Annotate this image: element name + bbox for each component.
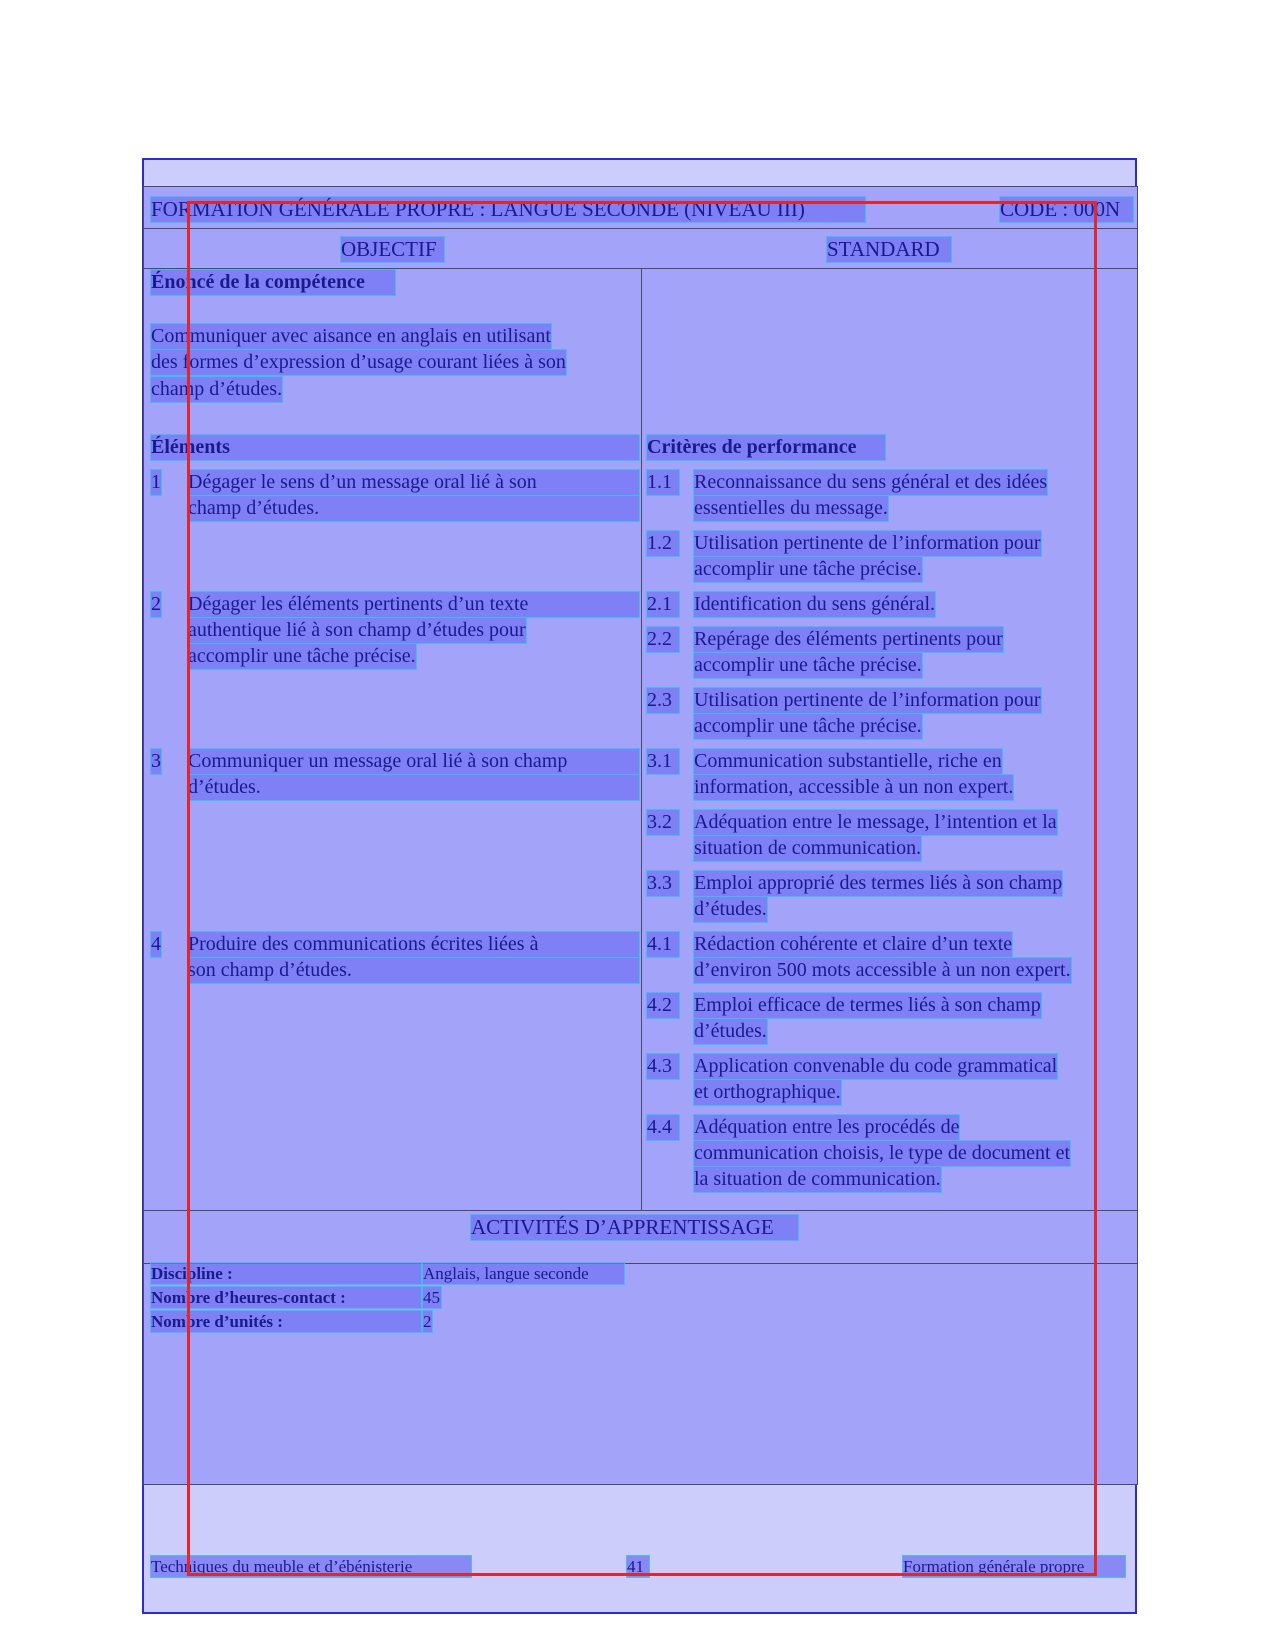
element-number: 1	[151, 471, 161, 493]
criterion-number: 3.1	[647, 749, 679, 774]
element-line: Dégager le sens d’un message oral lié à son	[188, 470, 639, 495]
criterion-number: 4.2	[647, 993, 679, 1018]
criterion-number: 4.4	[647, 1115, 679, 1140]
element-line: Dégager les éléments pertinents d’un texte	[188, 592, 639, 617]
form-code: CODE : 000N	[1000, 197, 1133, 222]
criterion-line: la situation de communication.	[694, 1168, 941, 1190]
criterion-line: Emploi efficace de termes liés à son champ	[694, 994, 1041, 1016]
element-line: Communiquer un message oral lié à son champ	[188, 749, 639, 774]
criterion-number: 2.1	[647, 592, 679, 617]
criterion-line: Rédaction cohérente et claire d’un texte	[694, 933, 1013, 955]
activity-label: Discipline :	[151, 1263, 421, 1284]
criterion-line: accomplir une tâche précise.	[694, 715, 922, 737]
footer-right: Formation générale propre	[903, 1556, 1125, 1577]
criterion-number: 3.2	[647, 810, 679, 835]
criterion-line: et orthographique.	[694, 1081, 841, 1103]
activity-label: Nombre d’heures-contact :	[151, 1287, 421, 1308]
criterion-number: 4.1	[647, 932, 679, 957]
activity-value: Anglais, langue seconde	[423, 1263, 624, 1284]
element-line: accomplir une tâche précise.	[188, 645, 416, 667]
activity-value: 45	[423, 1288, 440, 1307]
criterion-line: Identification du sens général.	[694, 593, 936, 615]
criterion-line: Utilisation pertinente de l’information pour	[694, 689, 1041, 711]
criterion-number: 2.2	[647, 627, 679, 652]
activity-value: 2	[423, 1312, 432, 1331]
element-line: d’études.	[188, 775, 639, 800]
element-number: 3	[151, 750, 161, 772]
criterion-line: Application convenable du code grammatical	[694, 1055, 1058, 1077]
criterion-line: communication choisis, le type de document et	[694, 1142, 1071, 1164]
criterion-number: 2.3	[647, 688, 679, 713]
criterion-number: 1.2	[647, 531, 679, 556]
element-number: 4	[151, 933, 161, 955]
criterion-line: accomplir une tâche précise.	[694, 654, 922, 676]
competence-heading: Énoncé de la compétence	[151, 270, 395, 295]
criterion-line: d’études.	[694, 1020, 767, 1042]
standard-header: STANDARD	[827, 237, 951, 262]
criteria-heading: Critères de performance	[647, 435, 885, 460]
page-number: 41	[627, 1556, 649, 1577]
criterion-line: d’environ 500 mots accessible à un non expert.	[694, 959, 1071, 981]
objective-header: OBJECTIF	[341, 237, 444, 262]
content-region-outline	[187, 201, 1097, 1576]
criterion-line: Reconnaissance du sens général et des idées	[694, 471, 1048, 493]
criterion-line: Emploi approprié des termes liés à son champ	[694, 872, 1063, 894]
criterion-line: situation de communication.	[694, 837, 922, 859]
criterion-number: 3.3	[647, 871, 679, 896]
competence-line: champ d’études.	[151, 378, 283, 400]
activity-label: Nombre d’unités :	[151, 1311, 421, 1332]
competence-line: Communiquer avec aisance en anglais en utilisant	[151, 325, 551, 347]
criterion-line: Communication substantielle, riche en	[694, 750, 1002, 772]
criterion-number: 1.1	[647, 470, 679, 495]
element-number: 2	[151, 593, 161, 615]
criterion-line: essentielles du message.	[694, 497, 888, 519]
element-line: authentique lié à son champ d’études pour	[188, 619, 526, 641]
criterion-line: accomplir une tâche précise.	[694, 558, 922, 580]
criterion-line: Adéquation entre les procédés de	[694, 1116, 960, 1138]
criterion-line: d’études.	[694, 898, 767, 920]
element-line: son champ d’études.	[188, 958, 639, 983]
competence-line: des formes d’expression d’usage courant liées à son	[151, 351, 566, 373]
element-line: Produire des communications écrites liées à	[188, 932, 639, 957]
activities-heading: ACTIVITÉS D’APPRENTISSAGE	[471, 1215, 798, 1240]
criterion-number: 4.3	[647, 1054, 679, 1079]
footer-left: Techniques du meuble et d’ébénisterie	[151, 1556, 471, 1577]
criterion-line: Repérage des éléments pertinents pour	[694, 628, 1003, 650]
elements-heading: Éléments	[151, 435, 639, 460]
element-line: champ d’études.	[188, 496, 639, 521]
criterion-line: Utilisation pertinente de l’information pour	[694, 532, 1041, 554]
form-title: FORMATION GÉNÉRALE PROPRE : LANGUE SECONDE (NIVEAU III)	[151, 197, 865, 222]
criterion-line: information, accessible à un non expert.	[694, 776, 1014, 798]
criterion-line: Adéquation entre le message, l’intention et la	[694, 811, 1057, 833]
